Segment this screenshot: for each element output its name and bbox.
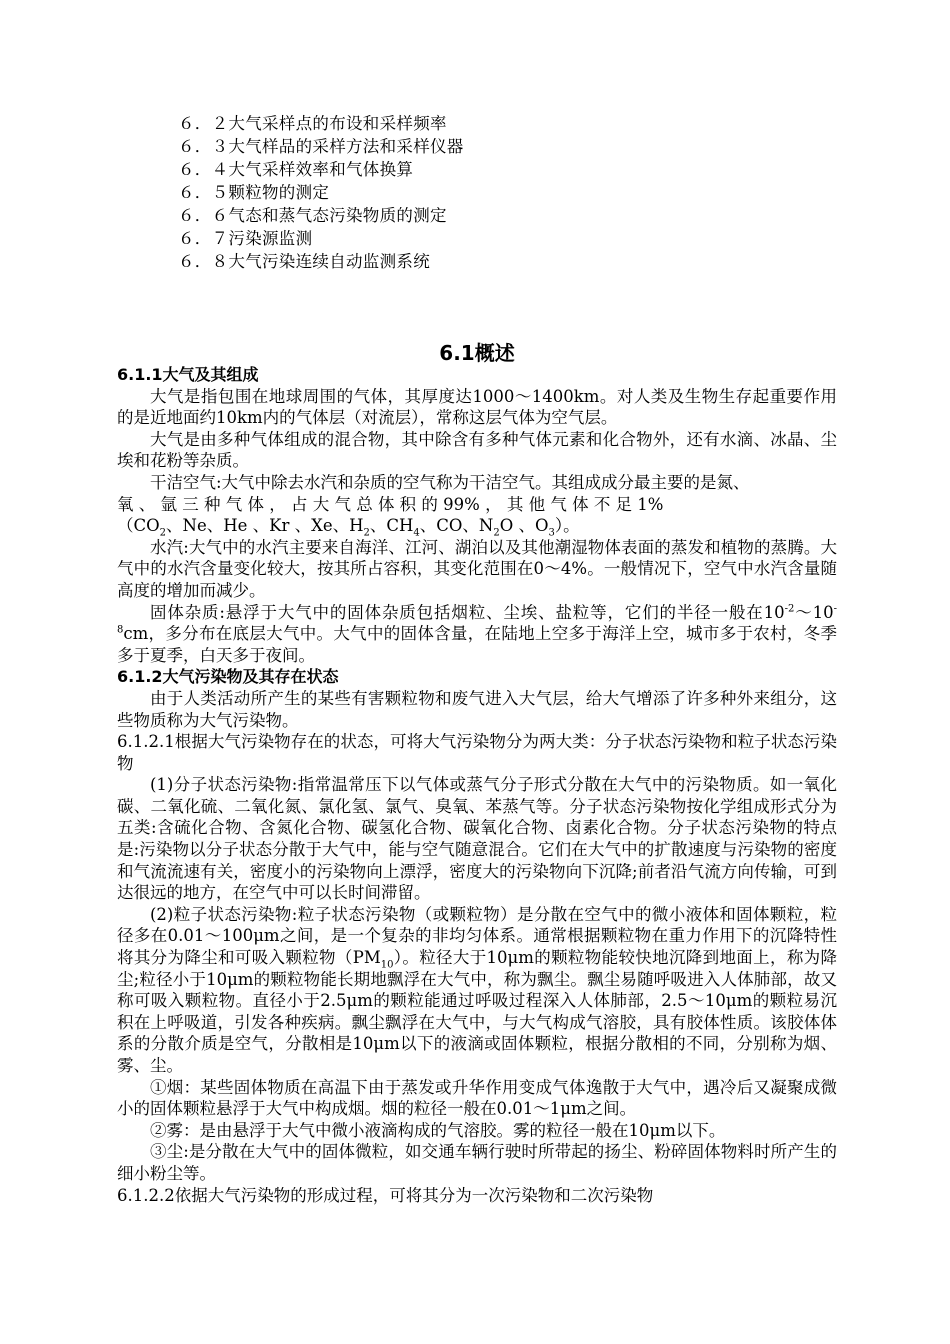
- paragraph: 水汽:大气中的水汽主要来自海洋、江河、湖泊以及其他潮湿物体表面的蒸发和植物的蒸腾。大气中的水汽含量变化较大，按其所占容积，其变化范围在0～4%。一般情况下，空气中水汽含量随高度的增加而减少。: [117, 537, 837, 600]
- text-span: (2)粒子状态污染物:粒子状态污染物（或颗粒物）是分散在空气中的微小液体和固体颗粒，粒径多在0.01～100μm之间，是一个复杂的非均匀体系。通常根据颗粒物在重力作用下的沉降特性将其分为降尘和可吸入颗粒物（PM: [117, 904, 837, 968]
- text-span: 、CH: [369, 516, 414, 536]
- subsection-heading: 6.1.1大气及其组成: [117, 365, 259, 384]
- paragraph: (1)分子状态污染物:指常温常压下以气体或蒸气分子形式分散在大气中的污染物质。如一氧化碳、二氧化硫、二氧化氮、氯化氢、氯气、臭氧、苯蒸气等。分子状态污染物按化学组成形式分为五类:含硫化合物、含氮化合物、碳氢化合物、碳氧化合物、卤素化合物。分子状态污染物的特点是:污染物以分子状态分散于大气中，能与空气随意混合。它们在大气中的扩散速度与污染物的密度和气流流速有关，密度小的污染物向上漂浮，密度大的污染物向下沉降;前者沿气流方向传输，可到达很远的地方，在空气中可以长时间滞留。: [117, 775, 837, 903]
- subsection-heading: 6.1.2大气污染物及其存在状态: [117, 667, 339, 687]
- text-span: ）。粒径大于10μm的颗粒物能较快地沉降到地面上，称为降尘;粒径小于10μm的颗粒物能长期地飘浮在大气中，称为飘尘。飘尘易随呼吸进入人体肺部，故又称可吸入颗粒物。直径小于2.5μm的颗粒能通过呼吸过程深入人体肺部，2.5～10μm的颗粒易沉积在上呼吸道，引发各种疾病。飘尘飘浮在大气中，与大气构成气溶胶，具有胶体性质。该胶体体系的分散介质是空气，分散相是10μm以下的液滴或固体颗粒，根据分散相的不同，分别称为烟、雾、尘。: [117, 948, 837, 1075]
- subscript: 2: [159, 527, 167, 539]
- paragraph: [117, 904, 837, 1077]
- subscript: 4: [413, 527, 420, 539]
- text-span: 氧 、 氩 三 种 气 体 ， 占 大 气 总 体 积 的 99% ， 其 他 气 体 不 足 1%: [117, 494, 664, 514]
- toc-item: ６．４大气采样效率和气体换算: [178, 160, 414, 179]
- toc-item: ６．２大气采样点的布设和采样频率: [178, 114, 447, 133]
- text-span: 固体杂质:悬浮于大气中的固体杂质包括烟粒、尘埃、盐粒等，它们的半径一般在10: [150, 602, 785, 622]
- superscript: -: [784, 603, 789, 615]
- toc-item: ６．８大气污染连续自动监测系统: [178, 252, 430, 271]
- table-of-contents: [178, 112, 464, 273]
- paragraph: 6.1.2.2依据大气污染物的形成过程，可将其分为一次污染物和二次污染物: [117, 1185, 654, 1205]
- subscript: 2: [363, 527, 370, 539]
- paragraph: 6.1.2.1根据大气污染物存在的状态，可将大气污染物分为两大类：分子状态污染物和粒子状态污染物: [117, 732, 837, 773]
- toc-item: ６．７污染源监测: [178, 229, 313, 248]
- section-title: 6.1概述: [439, 341, 515, 365]
- paragraph: 大气是由多种气体组成的混合物，其中除含有多种气体元素和化合物外，还有水滴、冰晶、尘埃和花粉等杂质。: [117, 429, 837, 471]
- subscript: 2: [493, 527, 500, 539]
- text-span: 、Ne、He 、Kr 、Xe、H: [166, 516, 364, 536]
- paragraph: [117, 602, 837, 667]
- superscript: 2: [788, 603, 795, 615]
- text-span: cm，多分布在底层大气中。大气中的固体含量，在陆地上空多于海洋上空，城市多于农村，冬季多于夏季，白天多于夜间。: [117, 624, 837, 665]
- text-span: （CO: [117, 516, 160, 536]
- paragraph: ③尘:是分散在大气中的固体微粒，如交通车辆行驶时所带起的扬尘、粉碎固体物料时所产生的细小粉尘等。: [117, 1142, 837, 1183]
- paragraph: ②雾：是由悬浮于大气中微小液滴构成的气溶胶。雾的粒径一般在10μm以下。: [150, 1120, 726, 1140]
- subscript: 10: [380, 959, 394, 971]
- text-span: ）。: [554, 516, 580, 536]
- toc-item: ６．３大气样品的采样方法和采样仪器: [178, 137, 464, 156]
- subscript: 3: [548, 527, 555, 539]
- document-body: [117, 336, 837, 1206]
- text-span: ～10: [794, 602, 834, 622]
- paragraph: 大气是指包围在地球周围的气体，其厚度达1000～1400km。对人类及生物生存起重要作用的是近地面约10km内的气体层（对流层），常称这层气体为空气层。: [117, 386, 837, 428]
- text-span: 、CO、N: [419, 516, 494, 536]
- paragraph: ①烟：某些固体物质在高温下由于蒸发或升华作用变成气体逸散于大气中，遇冷后又凝聚成微小的固体颗粒悬浮于大气中构成烟。烟的粒径一般在0.01～1μm之间。: [117, 1077, 837, 1119]
- toc-item: ６．５颗粒物的测定: [178, 183, 330, 202]
- superscript: -8: [117, 603, 837, 636]
- paragraph: [117, 472, 837, 537]
- paragraph: 由于人类活动所产生的某些有害颗粒物和废气进入大气层，给大气增添了许多种外来组分，这些物质称为大气污染物。: [117, 688, 837, 730]
- text-span: O 、O: [499, 516, 549, 536]
- toc-item: ６．６气态和蒸气态污染物质的测定: [178, 206, 447, 225]
- text-span: 干洁空气:大气中除去水汽和杂质的空气称为干洁空气。其组成成分最主要的是氮、: [150, 472, 750, 492]
